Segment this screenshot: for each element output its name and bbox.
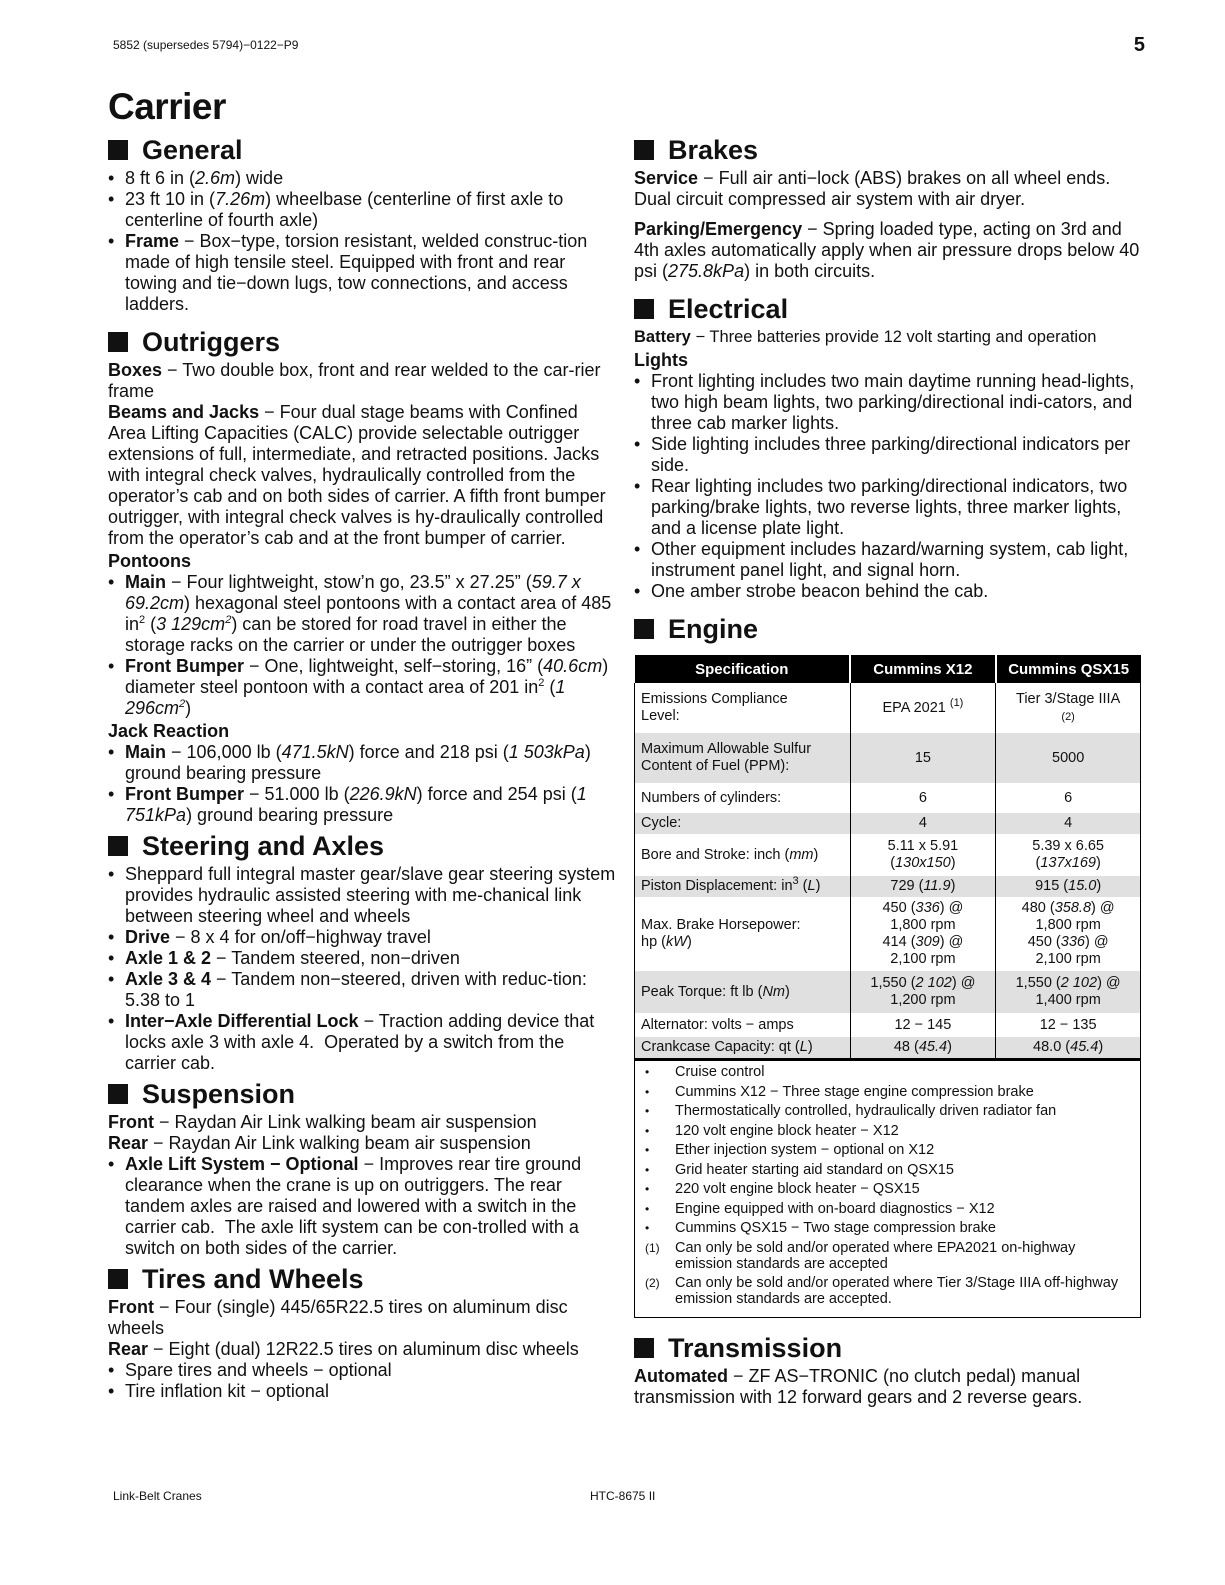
lights-label: Lights — [634, 350, 688, 370]
list-item: • 8 ft 6 in (2.6m) wide — [108, 168, 618, 189]
table-row: Numbers of cylinders: 6 6 — [635, 783, 1141, 813]
square-bullet-icon — [108, 836, 128, 856]
section-heading-general: General — [108, 132, 618, 168]
transmission-automated: Automated − ZF AS−TRONIC (no clutch pedal) manual transmission with 12 forward gears and 2 reverse gears. — [634, 1365, 1083, 1407]
suspension-list — [108, 1154, 618, 1259]
engine-notes — [634, 1059, 1141, 1318]
list-item: (2) Can only be sold and/or operated where Tier 3/Stage IIIA off-highway emission standards are accepted. — [645, 1275, 1119, 1307]
list-item: • Side lighting includes three parking/directional indicators per side. — [634, 434, 1146, 476]
list-item: • Front Bumper − One, lightweight, self−storing, 16” (40.6cm) diameter steel pontoon with a contact area of 201 $in^2$ (1 $296cm^2$) — [108, 656, 618, 719]
right-column — [634, 130, 1146, 1408]
list-item: • 23 ft 10 in (7.26m) wheelbase (centerline of first axle to centerline of fourth axle) — [108, 189, 618, 231]
square-bullet-icon — [634, 140, 654, 160]
list-item: • Cummins X12 − Three stage engine compression brake — [645, 1083, 1034, 1100]
page-number: 5 — [1133, 34, 1145, 56]
footer-center: HTC-8675 II — [590, 1489, 656, 1503]
brakes-service: Service − Full air anti−lock (ABS) brakes on all wheel ends. Dual circuit compressed air system with air dryer. — [634, 168, 1116, 209]
square-bullet-icon — [634, 1338, 654, 1358]
list-item: • Ether injection system − optional on X12 — [645, 1142, 935, 1158]
list-item: • Axle 1 & 2 − Tandem steered, non−driven — [108, 948, 618, 969]
list-item: • Inter−Axle Differential Lock − Traction adding device that locks axle 3 with axle 4. Operated by a switch from the carrier cab. — [108, 1011, 618, 1074]
square-bullet-icon — [108, 332, 128, 352]
footer-left: Link-Belt Cranes — [113, 1489, 202, 1503]
table-row: Alternator: volts − amps 12 − 145 12 − 135 — [635, 1013, 1141, 1037]
steering-list — [108, 864, 618, 1074]
section-heading-outriggers: Outriggers — [108, 324, 618, 360]
section-heading-transmission: Transmission — [634, 1330, 1146, 1366]
page-title: Carrier — [108, 86, 226, 127]
table-row: Maximum Allowable Sulfur Content of Fuel (PPM): 15 5000 — [635, 733, 1141, 783]
table-row: Emissions Compliance Level: EPA 2021 $^{(1)}$ Tier 3/Stage IIIA (2) — [635, 683, 1141, 733]
suspension-front: Front − Raydan Air Link walking beam air suspension — [108, 1112, 537, 1132]
list-item: • Front Bumper − 51.000 lb (226.9kN) force and 254 psi (1 751kPa) ground bearing pressure — [108, 784, 618, 826]
list-item: • Engine equipped with on-board diagnostics − X12 — [645, 1200, 995, 1217]
doc-code: 5852 (supersedes 5794)−0122−P9 — [113, 38, 299, 52]
list-item: (1) Can only be sold and/or operated where EPA2021 on-highway emission standards are accepted — [645, 1239, 1076, 1272]
section-heading-tires: Tires and Wheels — [108, 1261, 618, 1297]
list-item: • Sheppard full integral master gear/slave gear steering system provides hydraulic assisted steering with me-chanical link between steering wheel and wheels — [108, 864, 618, 927]
suspension-rear: Rear − Raydan Air Link walking beam air suspension — [108, 1133, 531, 1153]
jack-reaction-label: Jack Reaction — [108, 721, 230, 741]
square-bullet-icon — [634, 299, 654, 319]
table-row: Peak Torque: ft lb (Nm) 1,550 (2 102) @ 1,200 rpm 1,550 (2 102) @ 1,400 rpm — [635, 971, 1141, 1013]
list-item: • Front lighting includes two main daytime running head-lights, two high beam lights, two parking/directional indi-cators, and three cab marker lights. — [634, 371, 1146, 434]
table-row: Piston Displacement: $in^3$ (L) 729 (11.9) 915 (15.0) — [635, 876, 1141, 897]
list-item: • Axle Lift System − Optional − Improves rear tire ground clearance when the crane is up on outriggers. The rear tandem axles are raised and lowered with a switch in the carrier cab. The axle lift system can be con-trolled with a switch on both sides of the carrier. — [108, 1154, 618, 1259]
square-bullet-icon — [634, 619, 654, 639]
table-header: Specification — [635, 655, 851, 683]
list-item: • 120 volt engine block heater − X12 — [645, 1122, 899, 1139]
list-item: • Main − 106,000 lb (471.5kN) force and 218 psi (1 503kPa) ground bearing pressure — [108, 742, 618, 784]
square-bullet-icon — [108, 1084, 128, 1104]
square-bullet-icon — [108, 1269, 128, 1289]
list-item: • Grid heater starting aid standard on QSX15 — [645, 1161, 954, 1178]
section-heading-electrical: Electrical — [634, 291, 1146, 327]
table-row: Cycle: 4 4 — [635, 813, 1141, 834]
outriggers-boxes: Boxes − Two double box, front and rear welded to the car-rier frame — [108, 360, 601, 401]
general-list — [108, 168, 618, 315]
list-item: • Tire inflation kit − optional — [108, 1381, 618, 1402]
outriggers-beams: Beams and Jacks − Four dual stage beams with Confined Area Lifting Capacities (CALC) provide selectable outrigger extensions of full, intermediate, and retracted positions. Jacks with integral check valves, hydraulically controlled from the operator’s cab and on both sides of carrier. A fifth front bumper outrigger, with integral check valves is hy-draulically controlled from the operator’s cab and at the front bumper of carrier. — [108, 402, 606, 548]
left-column — [108, 130, 618, 1402]
section-heading-steering: Steering and Axles — [108, 828, 618, 864]
list-item: • Frame − Box−type, torsion resistant, welded construc-tion made of high tensile steel. Equipped with front and rear towing and tie−down lugs, tow connections, and access ladders. — [108, 231, 618, 315]
brakes-parking: Parking/Emergency − Spring loaded type, acting on 3rd and 4th axles automatically apply when air pressure drops below 40 psi (275.8kPa) in both circuits. — [634, 219, 1140, 281]
list-item: • Cruise control — [645, 1064, 765, 1080]
list-item: • Spare tires and wheels − optional — [108, 1360, 618, 1381]
table-header: Cummins QSX15 — [996, 655, 1141, 683]
square-bullet-icon — [108, 140, 128, 160]
section-heading-brakes: Brakes — [634, 132, 1146, 168]
section-heading-suspension: Suspension — [108, 1076, 618, 1112]
list-item: • Axle 3 & 4 − Tandem non−steered, driven with reduc-tion: 5.38 to 1 — [108, 969, 618, 1011]
list-item: • Cummins QSX15 − Two stage compression brake — [645, 1220, 996, 1236]
table-row: Bore and Stroke: inch (mm) 5.11 x 5.91 (130x150) 5.39 x 6.65 (137x169) — [635, 834, 1141, 876]
list-item: • One amber strobe beacon behind the cab. — [634, 581, 1146, 602]
list-item: • Thermostatically controlled, hydraulically driven radiator fan — [645, 1103, 1057, 1119]
list-item: • Other equipment includes hazard/warning system, cab light, instrument panel light, and signal horn. — [634, 539, 1146, 581]
table-header: Cummins X12 — [850, 655, 996, 683]
list-item: • Rear lighting includes two parking/directional indicators, two parking/brake lights, two reverse lights, three marker lights, and a license plate light. — [634, 476, 1146, 539]
lights-list — [634, 371, 1146, 602]
list-item: • 220 volt engine block heater − QSX15 — [645, 1181, 920, 1197]
table-row: Max. Brake Horsepower: hp (kW) 450 (336) @ 1,800 rpm 414 (309) @ 2,100 rpm 480 (358.8) @ 1,800 rpm 450 (336) @ 2,100 rpm — [635, 897, 1141, 971]
pontoons-list — [108, 572, 618, 719]
tires-front: Front − Four (single) 445/65R22.5 tires on aluminum disc wheels — [108, 1297, 568, 1338]
engine-spec-table — [634, 655, 1141, 1059]
list-item: • Drive − 8 x 4 for on/off−highway travel — [108, 927, 618, 948]
list-item: • Main − Four lightweight, stow’n go, 23.5” x 27.25” (59.7 x 69.2cm) hexagonal steel pontoons with a contact area of 485 $in^2$ (3 $129cm^2$) can be stored for road travel in either the storage racks on the carrier or under the outrigger boxes — [108, 572, 618, 656]
table-row: Crankcase Capacity: qt (L) 48 (45.4) 48.0 (45.4) — [635, 1037, 1141, 1059]
section-heading-engine: Engine — [634, 611, 1146, 647]
jack-reaction-list — [108, 742, 618, 826]
tires-list — [108, 1360, 618, 1402]
pontoons-label: Pontoons — [108, 551, 191, 571]
tires-rear: Rear − Eight (dual) 12R22.5 tires on aluminum disc wheels — [108, 1339, 579, 1359]
electrical-battery: Battery − Three batteries provide 12 volt starting and operation — [634, 328, 1097, 346]
